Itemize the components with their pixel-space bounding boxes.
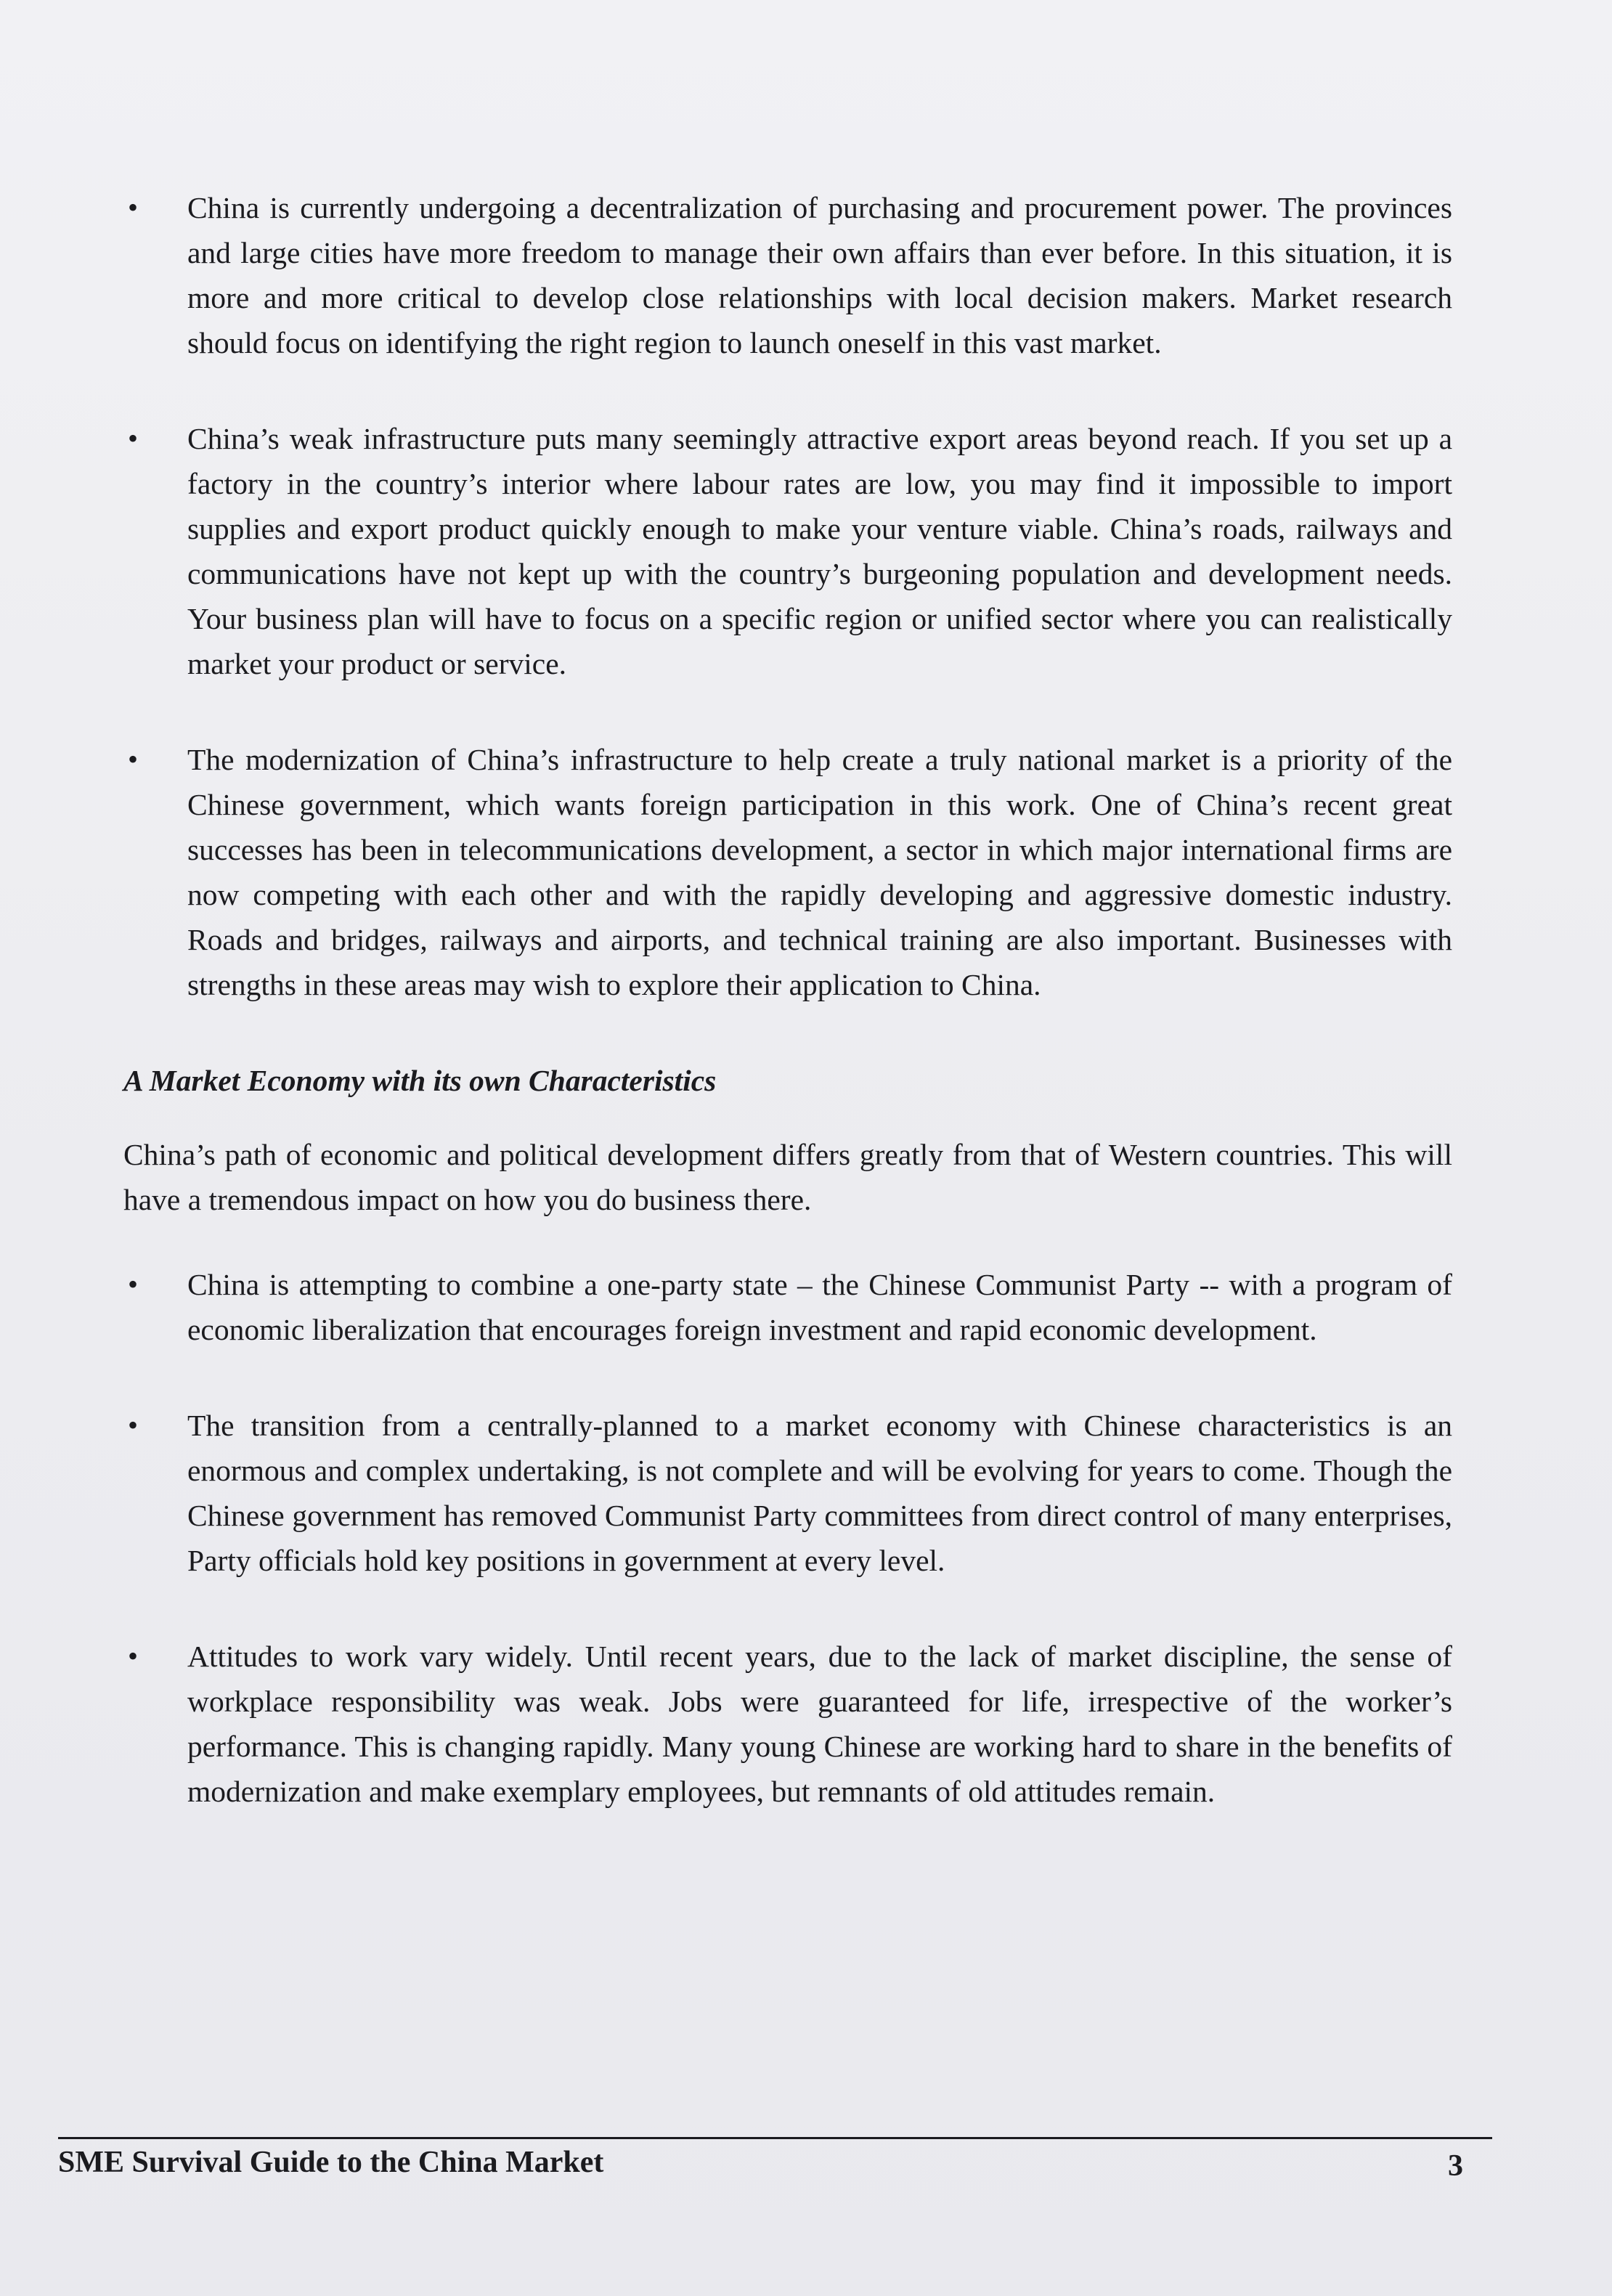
bullet-marker: • bbox=[128, 1268, 139, 1300]
bullet-text: The transition from a centrally-planned to a market economy with Chinese characteristics is an enormous and complex undertaking, is not complete and will be evolving for years to come. Though the Chinese government has removed Communist Party committees from direct control of many enterprises, Party officials hold key positions in government at every level. bbox=[187, 1409, 1452, 1577]
page-content bbox=[123, 185, 1452, 1865]
bullet-text: Attitudes to work vary widely. Until recent years, due to the lack of market discipline, the sense of workplace responsibility was weak. Jobs were guaranteed for life, irrespective of the worker’s performance. This is changing rapidly. Many young Chinese are working hard to share in the benefits of modernization and make exemplary employees, but remnants of old attitudes remain. bbox=[187, 1640, 1452, 1808]
bullet-marker: • bbox=[128, 422, 139, 455]
bullet-text: China’s weak infrastructure puts many seemingly attractive export areas beyond reach. If you set up a factory in the country’s interior where labour rates are low, you may find it impossible to import supplies and export product quickly enough to make your venture viable. China’s roads, railways and communications have not kept up with the country’s burgeoning population and development needs. Your business plan will have to focus on a specific region or unified sector where you can realistically market your product or service. bbox=[187, 422, 1452, 680]
footer-rule bbox=[58, 2137, 1492, 2139]
section-heading: A Market Economy with its own Characteristics bbox=[123, 1064, 717, 1097]
bullet-item bbox=[123, 1403, 1452, 1583]
section-intro-paragraph: China’s path of economic and political development differs greatly from that of Western countries. This will have a tremendous impact on how you do business there. bbox=[123, 1138, 1452, 1216]
bullet-item bbox=[123, 737, 1452, 1007]
bullet-text: The modernization of China’s infrastructure to help create a truly national market is a priority of the Chinese government, which wants foreign participation in this work. One of China’s recent great successes has been in telecommunications development, a sector in which major international firms are now competing with each other and with the rapidly developing and aggressive domestic industry. Roads and bridges, railways and airports, and technical training are also important. Businesses with strengths in these areas may wish to explore their application to China. bbox=[187, 743, 1452, 1001]
footer-title: SME Survival Guide to the China Market bbox=[58, 2146, 604, 2179]
bullet-item bbox=[123, 185, 1452, 365]
bullet-item bbox=[123, 1634, 1452, 1814]
bullet-text: China is attempting to combine a one-party state – the Chinese Communist Party -- with a program of economic liberalization that encourages foreign investment and rapid economic development. bbox=[187, 1268, 1452, 1346]
bullet-item bbox=[123, 1262, 1452, 1352]
bullet-marker: • bbox=[128, 1409, 139, 1441]
bullet-marker: • bbox=[128, 1640, 139, 1672]
page-number: 3 bbox=[1448, 2149, 1463, 2183]
bullet-item bbox=[123, 416, 1452, 686]
bullet-marker: • bbox=[128, 191, 139, 224]
bullet-marker: • bbox=[128, 743, 139, 775]
bullet-text: China is currently undergoing a decentralization of purchasing and procurement power. The provinces and large cities have more freedom to manage their own affairs than ever before. In this situation, it is more and more critical to develop close relationships with local decision makers. Market research should focus on identifying the right region to launch oneself in this vast market. bbox=[187, 191, 1452, 359]
